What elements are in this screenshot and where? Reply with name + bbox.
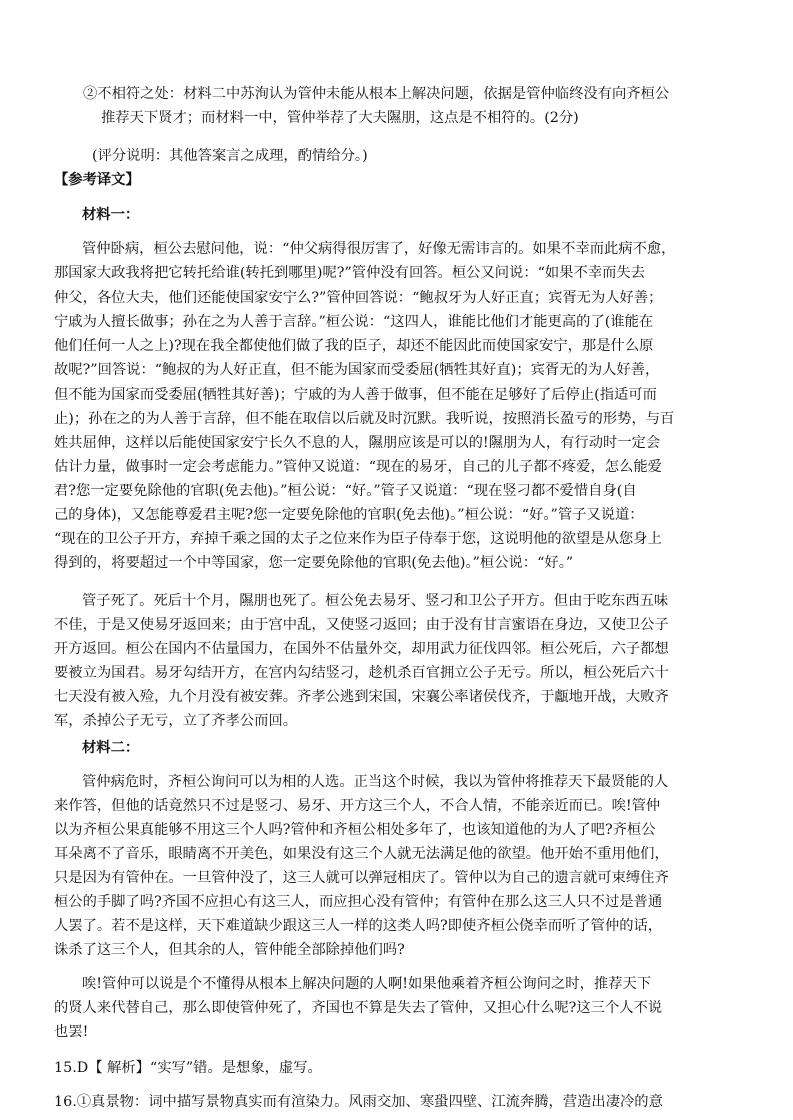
text-line: 也罢! xyxy=(54,1024,89,1040)
text-line: “现在的卫公子开方，弃掉千乘之国的太子之位来作为臣子侍奉于您，这说明他的欲望是从您身上 xyxy=(54,531,662,547)
text-line: 桓公的手脚了吗?齐国不应担心有这三人，而应担心没有管仲；有管仲在那么这三人只不过是普通 xyxy=(54,894,663,910)
text-line: 君?您一定要免除他的官职(免去他)。”桓公说：“好。”管子又说道：“现在竖刁都不爱惜自身(自 xyxy=(54,483,637,499)
text-line: 不佳，于是又使易牙返回来；由于宫中乱，又使竖刁返回；由于没有甘言蜜语在身边，又使卫公子 xyxy=(54,617,669,633)
text-line: 耳朵离不了音乐，眼睛离不开美色，如果没有这三个人就无法满足他的欲望。他开始不重用他们， xyxy=(54,846,669,862)
text-line: 管仲病危时，齐桓公询问可以为相的人选。正当这个时候，我以为管仲将推荐天下最贤能的人 xyxy=(82,774,669,790)
text-line: 人罢了。若不是这样，天下难道缺少跟这三人一样的这类人吗?即使齐桓公侥幸而听了管仲的话， xyxy=(54,918,663,934)
text-line: 只是因为有管仲在。一旦管仲没了，这三人就可以弹冠相庆了。管仲以为自己的遗言就可束缚住齐 xyxy=(54,870,669,886)
material-1-title: 材料一： xyxy=(82,207,140,223)
scoring-note: (评分说明：其他答案言之成理，酌情给分。) xyxy=(92,148,368,164)
text-line: 故呢?”回答说：“鲍叔的为人好正直，但不能为国家而受委屈(牺牲其好直)；宾胥无的为人好善， xyxy=(54,362,660,378)
text-line: 七天没有被入殓，九个月没有被安葬。齐孝公逃到宋国，宋襄公率诸侯伐齐，于甗地开战，大败齐 xyxy=(54,689,669,705)
text-line: 那国家大政我将把它转托给谁(转托到哪里)呢?”管仲没有回答。桓公又问说：“如果不幸而失去 xyxy=(54,265,646,281)
text-line: 管子死了。死后十个月，隰朋也死了。桓公免去易牙、竖刁和卫公子开方。但由于吃东西五味 xyxy=(82,593,669,609)
answer-line: 推荐天下贤才；而材料一中，管仲举荐了大夫隰朋，这点是不相符的。(2分) xyxy=(101,110,579,126)
text-line: 来作答，但他的话竟然只不过是竖刁、易牙、开方这三个人，不合人情，不能亲近而已。唉!管仲 xyxy=(54,798,661,814)
text-line: 仲父，各位大夫，他们还能使国家安宁么?”管仲回答说：“鲍叔牙为人好正直；宾胥无为人好善； xyxy=(54,290,663,306)
text-line: 己的身体)，又怎能尊爱君主呢?您一定要免除他的官职(免去他)。”桓公说：“好。”管子又说道： xyxy=(54,507,644,523)
text-line: 得到的，将要超过一个中等国家，您一定要免除他的官职(免去他)。”桓公说：“好。” xyxy=(54,555,574,571)
text-line: 要被立为国君。易牙勾结开方，在宫内勾结竖刁，趁机杀百官拥立公子无亏。所以，桓公死后六十 xyxy=(54,665,669,681)
text-line: 军，杀掉公子无亏，立了齐孝公而回。 xyxy=(54,713,298,729)
text-line: 姓共屈伸，这样以后能使国家安宁长久不息的人，隰朋应该是可以的!隰朋为人，有行动时一定会 xyxy=(54,435,661,451)
text-line: 宁戚为人擅长做事；孙在之为人善于言辞。”桓公说：“这四人，谁能比他们才能更高的了(谁能在 xyxy=(54,314,654,330)
text-line: 管仲卧病，桓公去慰问他，说：“仲父病得很厉害了，好像无需讳言的。如果不幸而此病不愈， xyxy=(82,241,676,257)
text-line: 估计力量，做事时一定会考虑能力。”管仲又说道：“现在的易牙，自己的儿子都不疼爱，怎么能爱 xyxy=(54,459,662,475)
text-line: 诛杀了这三个人，但其余的人，管仲能全部除掉他们吗? xyxy=(54,942,405,958)
text-line: 唉!管仲可以说是个不懂得从根本上解决问题的人啊!如果他乘着齐桓公询问之时，推荐天下 xyxy=(82,976,652,992)
text-line: 的贤人来代替自己，那么即使管仲死了，齐国也不算是失去了管仲，又担心什么呢?这三个人不说 xyxy=(54,1000,663,1016)
text-line: 以为齐桓公果真能够不用这三个人吗?管仲和齐桓公相处多年了，也该知道他的为人了吧?齐桓公 xyxy=(54,822,656,838)
material-2-title: 材料二： xyxy=(82,740,140,756)
question-15-answer: 15.D【 解析】“实写”错。是想象，虚写。 xyxy=(54,1060,322,1076)
text-line: 止)；孙在之的为人善于言辞，但不能在取信以后就及时沉默。我听说，按照消长盈亏的形势，与百 xyxy=(54,411,675,427)
text-line: 他们任何一人之上)?现在我全都使他们做了我的臣子，却还不能因此而使国家安宁，那是什么原 xyxy=(54,338,654,354)
question-16-answer: 16.①真景物：词中描写景物真实而有渲染力。风雨交加、寒蛩四壁、江流奔腾，营造出凄冷的意 xyxy=(54,1094,663,1110)
answer-line: ②不相符之处：材料二中苏洵认为管仲未能从根本上解决问题，依据是管仲临终没有向齐桓公 xyxy=(83,86,670,102)
text-line: 但不能为国家而受委屈(牺牲其好善)；宁戚的为人善于做事，但不能在足够好了后停止(指适可而 xyxy=(54,387,657,403)
section-heading: 【参考译文】 xyxy=(54,172,140,188)
text-line: 开方返回。桓公在国内不估量国力，在国外不估量外交，却用武力征伐四邻。桓公死后，六子都想 xyxy=(54,641,669,657)
